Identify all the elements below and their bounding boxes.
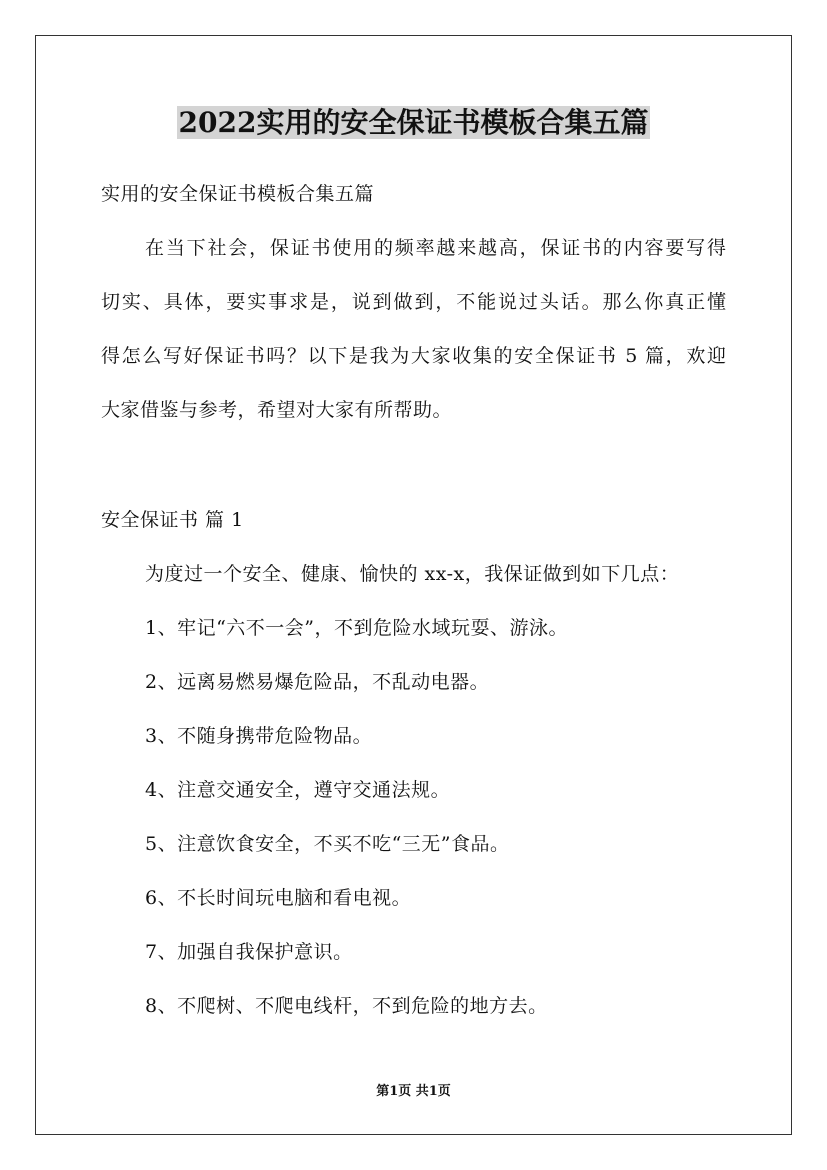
section-intro: 为度过一个安全、健康、愉快的 xx-x，我保证做到如下几点：	[145, 563, 680, 585]
document-title-text: 2022实用的安全保证书模板合集五篇	[178, 106, 649, 139]
section-heading: 安全保证书 篇 1	[101, 509, 244, 531]
list-item-1: 1、牢记“六不一会”，不到危险水域玩耍、游泳。	[145, 617, 569, 639]
document-title	[0, 103, 827, 143]
list-item-4: 4、注意交通安全，遵守交通法规。	[145, 779, 451, 801]
intro-line-4: 大家借鉴与参考，希望对大家有所帮助。	[101, 399, 453, 421]
list-item-5: 5、注意饮食安全，不买不吃“三无”食品。	[145, 833, 510, 855]
list-item-7: 7、加强自我保护意识。	[145, 941, 353, 963]
list-item-3: 3、不随身携带危险物品。	[145, 725, 373, 747]
page-footer: 第1页 共1页	[376, 1084, 451, 1099]
intro-line-1: 在当下社会，保证书使用的频率越来越高，保证书的内容要写得	[145, 237, 726, 259]
list-item-2: 2、远离易燃易爆危险品，不乱动电器。	[145, 671, 490, 693]
list-item-6: 6、不长时间玩电脑和看电视。	[145, 887, 412, 909]
intro-line-2: 切实、具体，要实事求是，说到做到，不能说过头话。那么你真正懂	[101, 291, 726, 313]
intro-line-3: 得怎么写好保证书吗？以下是我为大家收集的安全保证书 5 篇，欢迎	[101, 345, 726, 367]
list-item-8: 8、不爬树、不爬电线杆，不到危险的地方去。	[145, 995, 548, 1017]
document-subtitle: 实用的安全保证书模板合集五篇	[101, 183, 375, 205]
